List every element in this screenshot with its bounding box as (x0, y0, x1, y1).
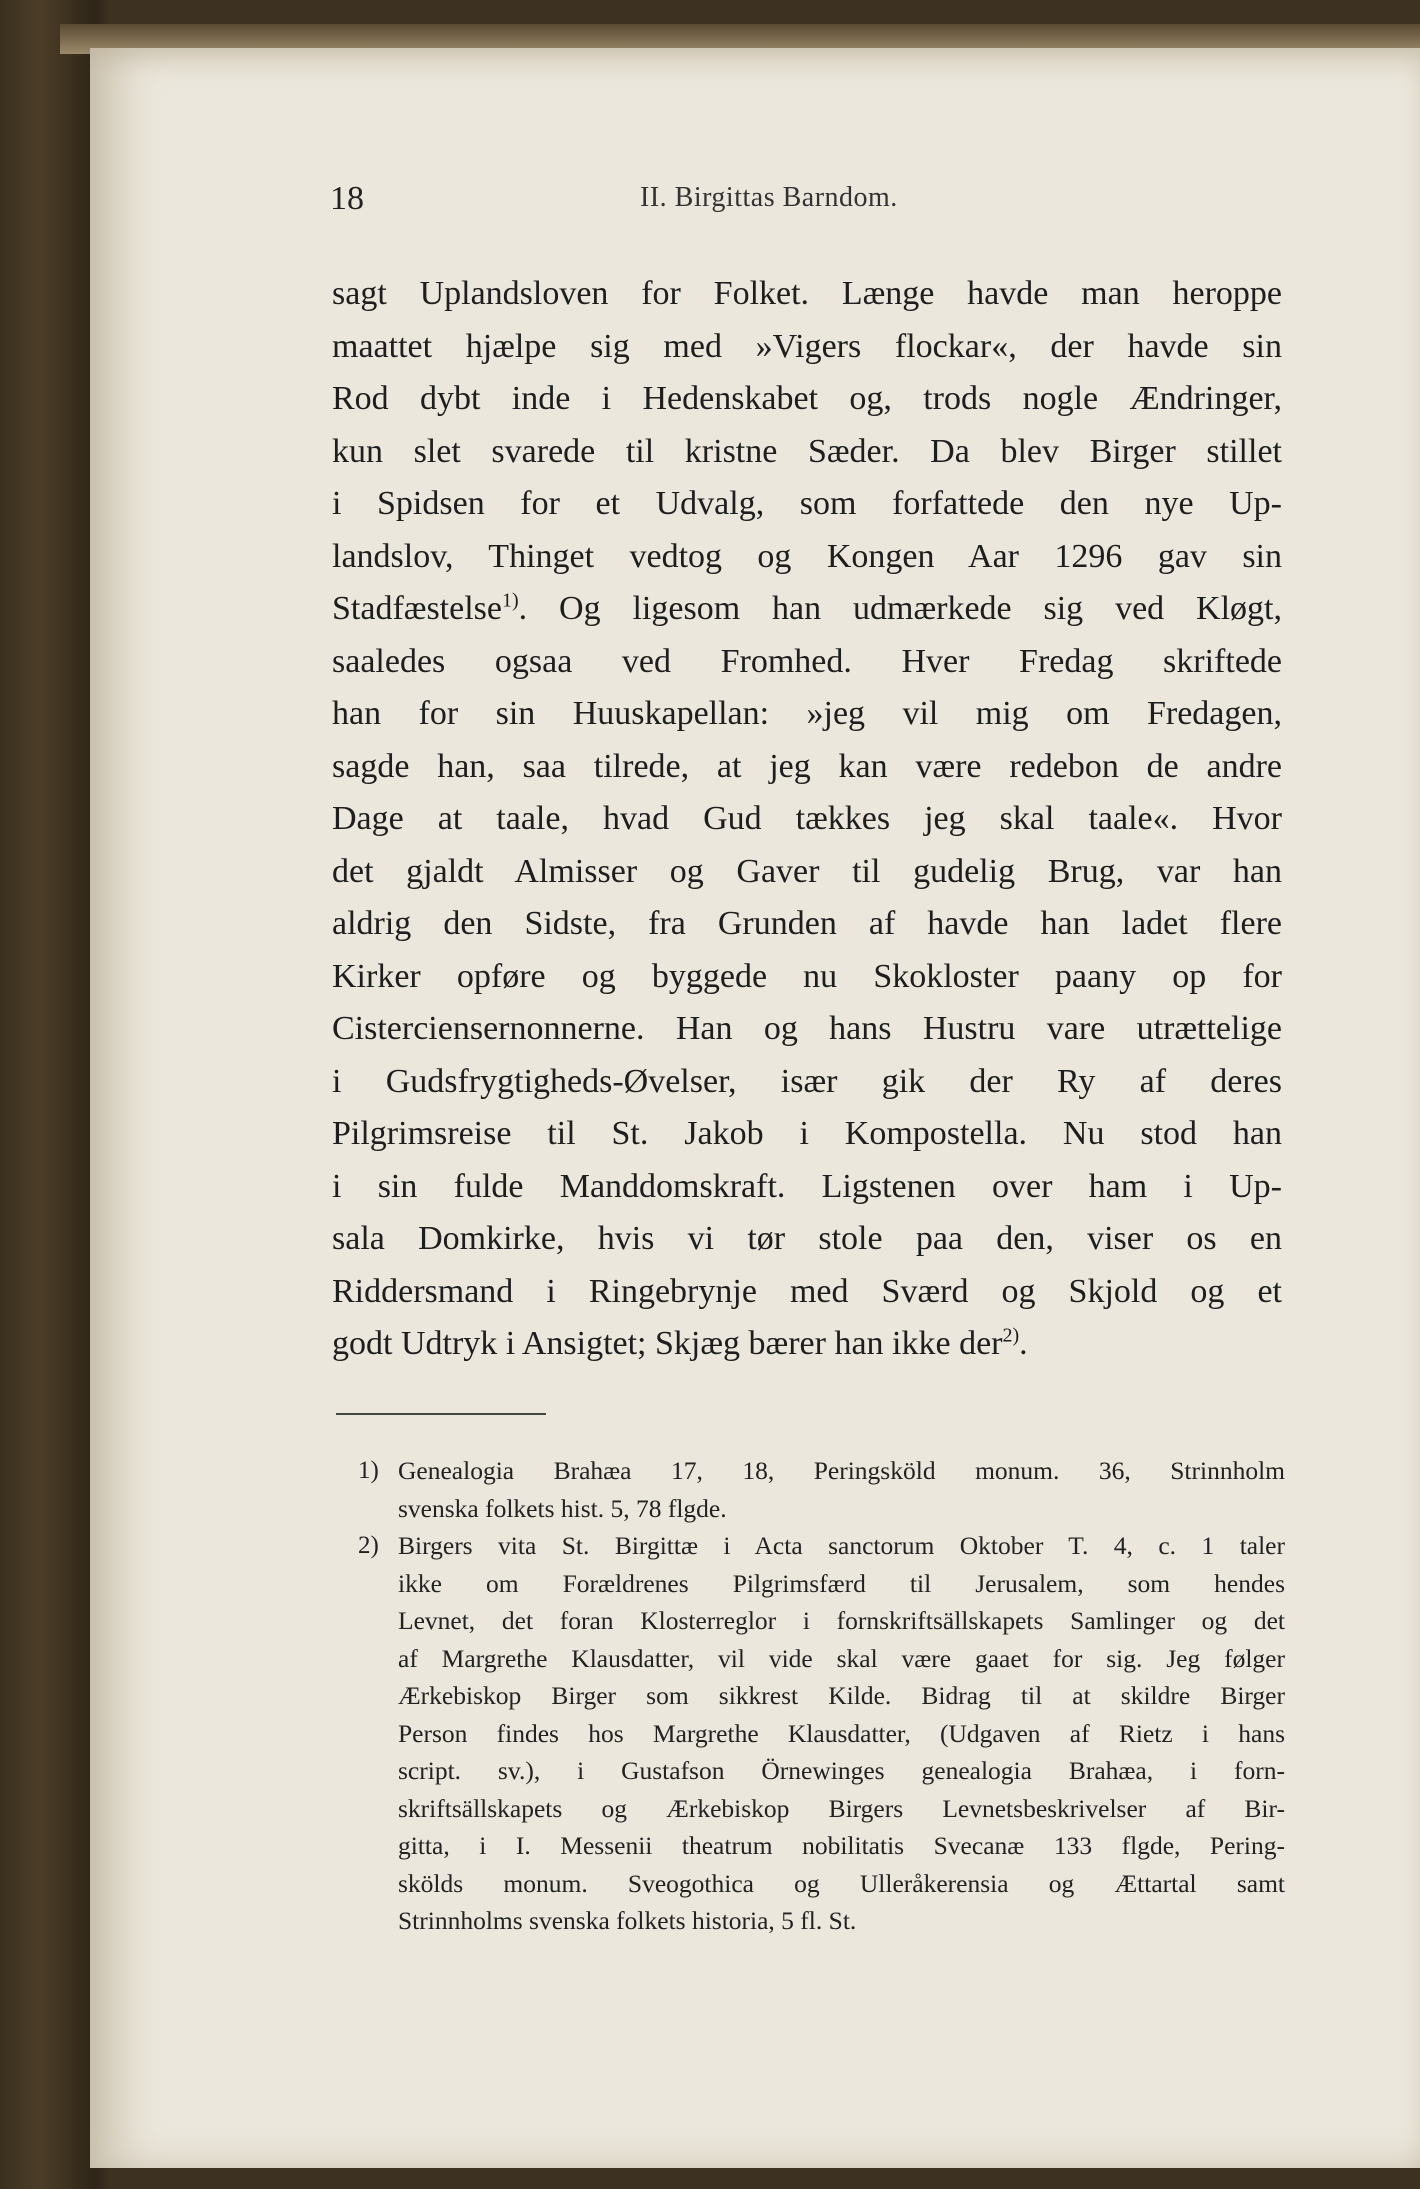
footnote-line: ikke om Forældrenes Pilgrimsfærd til Jerusalem, som hendes (398, 1568, 1285, 1598)
footnote-mark: 2) (358, 1532, 379, 1559)
text-line (332, 1318, 1282, 1371)
text-line: Kirker opføre og byggede nu Skokloster paany op for (332, 957, 1282, 995)
text-line: sala Domkirke, hvis vi tør stole paa den, viser os en (332, 1220, 1282, 1257)
footnote-ref: 2) (1002, 1324, 1020, 1347)
text-line: sagt Uplandsloven for Folket. Længe havde man heroppe (332, 275, 1282, 312)
text-line: maattet hjælpe sig med »Vigers flockar«, der havde sin (332, 327, 1282, 365)
text-line: det gjaldt Almisser og Gaver til gudelig Brug, var han (332, 852, 1282, 890)
text-line: i sin fulde Manddomskraft. Ligstenen over ham i Up- (332, 1167, 1282, 1205)
text-line: i Gudsfrygtigheds-Øvelser, især gik der Ry af deres (332, 1062, 1282, 1100)
page-number: 18 (330, 180, 364, 217)
text-line: Dage at taale, hvad Gud tækkes jeg skal taale«. Hvor (332, 800, 1282, 837)
text-segment: Stadfæstelse (332, 590, 502, 627)
text-line: saaledes ogsaa ved Fromhed. Hver Fredag skriftede (332, 642, 1282, 680)
text-line: sagde han, saa tilrede, at jeg kan være redebon de andre (332, 747, 1282, 785)
text-segment: godt Udtryk i Ansigtet; Skjæg bærer han ikke der (332, 1325, 1003, 1362)
main-text (332, 268, 1282, 1371)
text-line: aldrig den Sidste, fra Grunden af havde han ladet flere (332, 905, 1282, 942)
running-head (330, 180, 1330, 230)
footnote-line: Person findes hos Margrethe Klausdatter, (Udgaven af Rietz i hans (398, 1718, 1285, 1748)
footnote-line: Ærkebiskop Birger som sikkrest Kilde. Bidrag til at skildre Birger (398, 1681, 1285, 1710)
footnote-line: skölds monum. Sveogothica og Ulleråkerensia og Ættartal samt (398, 1868, 1285, 1898)
text-line (332, 583, 1282, 636)
text-line: landslov, Thinget vedtog og Kongen Aar 1296 gav sin (332, 537, 1282, 575)
footnote-line: skriftsällskapets og Ærkebiskop Birgers Levnetsbeskrivelser af Bir- (398, 1793, 1285, 1823)
text-line: kun slet svarede til kristne Sæder. Da blev Birger stillet (332, 432, 1282, 470)
footnote-ref: 1) (501, 589, 519, 612)
text-line: Pilgrimsreise til St. Jakob i Kompostella. Nu stod han (332, 1115, 1282, 1152)
text-line: i Spidsen for et Udvalg, som forfattede den nye Up- (332, 485, 1282, 522)
footnote-line: Birgers vita St. Birgittæ i Acta sanctorum Oktober T. 4, c. 1 taler (398, 1531, 1285, 1560)
text-line: Rod dybt inde i Hedenskabet og, trods nogle Ændringer, (332, 380, 1282, 417)
footnote-line: af Margrethe Klausdatter, vil vide skal være gaaet for sig. Jeg følger (398, 1643, 1285, 1673)
chapter-title: II. Birgittas Barndom. (640, 182, 898, 213)
footnote-line: Genealogia Brahæa 17, 18, Peringsköld monum. 36, Strinnholm (398, 1456, 1285, 1485)
footnote-divider (336, 1413, 546, 1415)
text-line: Cisterciensernonnerne. Han og hans Hustru vare utrættelige (332, 1010, 1282, 1047)
footnote-line: gitta, i I. Messenii theatrum nobilitatis Svecanæ 133 flgde, Pering- (398, 1831, 1285, 1860)
text-segment: . (1019, 1325, 1028, 1362)
footnote-line: svenska folkets hist. 5, 78 flgde. (398, 1493, 727, 1523)
footnote-line: Strinnholms svenska folkets historia, 5 fl. St. (398, 1906, 857, 1935)
footnote-line: script. sv.), i Gustafson Örnewinges genealogia Brahæa, i forn- (398, 1756, 1285, 1785)
footnote-2 (360, 1527, 1285, 1940)
footnote-line: Levnet, det foran Klosterreglor i fornskriftsällskapets Samlinger og det (398, 1606, 1285, 1635)
footnotes (360, 1452, 1285, 1940)
text-line: Riddersmand i Ringebrynje med Sværd og Skjold og et (332, 1272, 1282, 1310)
footnote-mark: 1) (358, 1457, 379, 1484)
text-line: han for sin Huuskapellan: »jeg vil mig om Fredagen, (332, 695, 1282, 732)
footnote-1 (360, 1452, 1285, 1527)
text-segment: . Og ligesom han udmærkede sig ved Kløgt, (518, 590, 1282, 627)
